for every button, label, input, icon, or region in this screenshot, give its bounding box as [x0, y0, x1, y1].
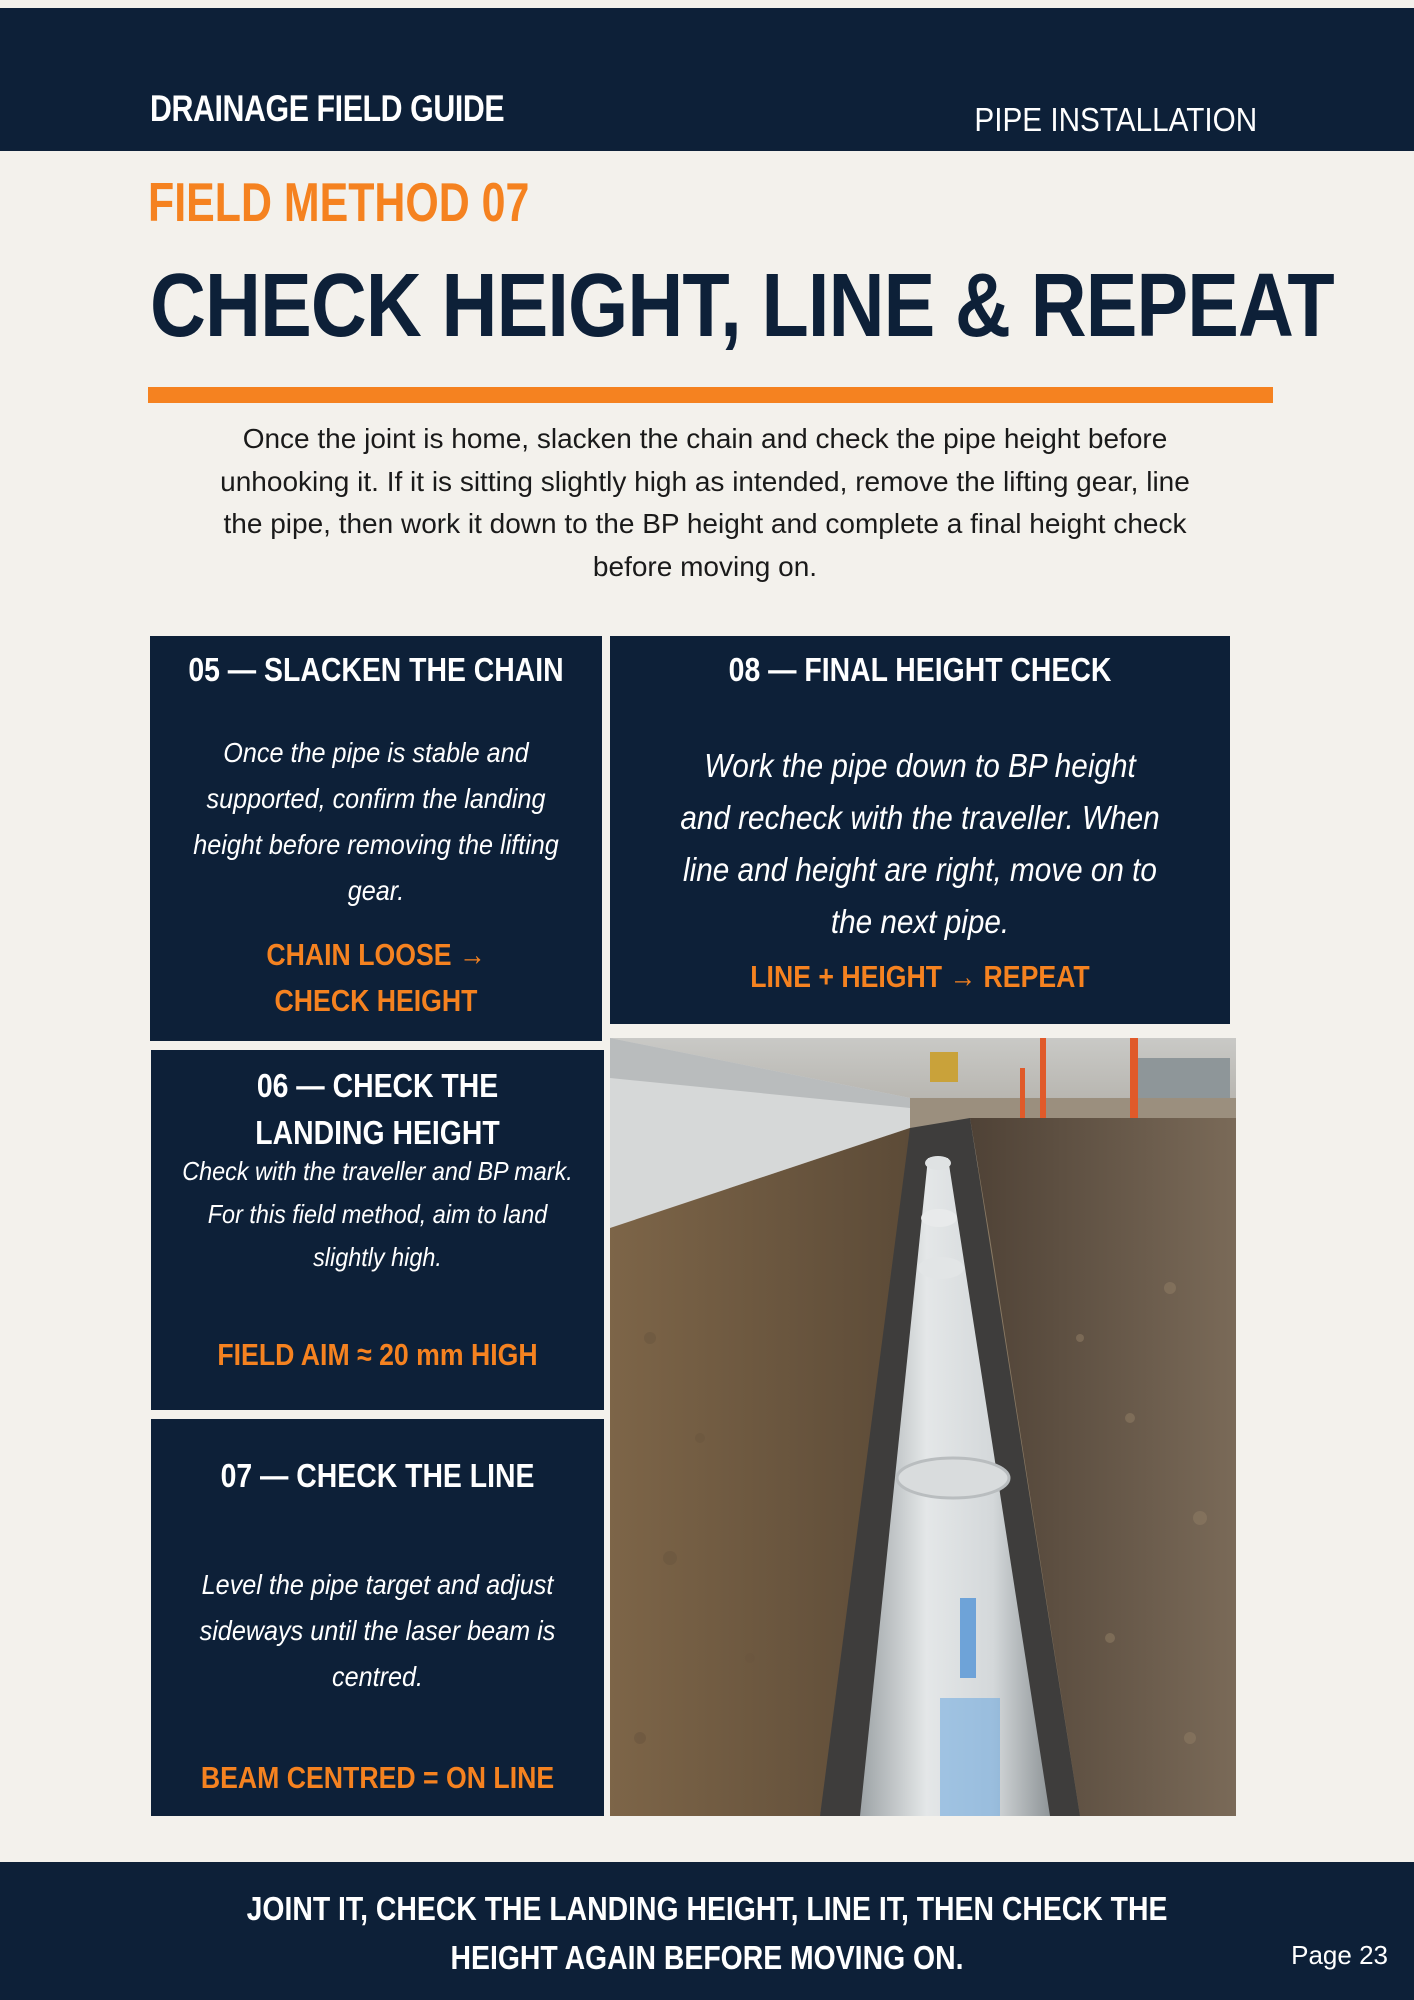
- step-card-07: [151, 1419, 604, 1816]
- step-body: Check with the traveller and BP mark. For this field method, aim to land slightly high.: [182, 1156, 573, 1272]
- footer-bar: [0, 1862, 1414, 2000]
- step-tag: FIELD AIM ≈ 20 mm HIGH: [217, 1337, 538, 1372]
- step-body: Once the pipe is stable and supported, confirm the landing height before removing the lifting gear.: [193, 737, 559, 906]
- step-card-05: [150, 636, 602, 1041]
- step-card-06: [151, 1050, 604, 1410]
- trench-pipe-illustration: [610, 1038, 1236, 1816]
- section-label: PIPE INSTALLATION: [974, 101, 1257, 138]
- step-title: 07 — CHECK THE LINE: [220, 1457, 535, 1494]
- step-tag: CHAIN LOOSE → CHECK HEIGHT: [266, 937, 486, 1018]
- step-body: Level the pipe target and adjust sideways until the laser beam is centred.: [199, 1569, 556, 1692]
- trench-pipe-photo: [610, 1038, 1236, 1816]
- method-number: FIELD METHOD 07: [148, 171, 530, 233]
- footer-summary: JOINT IT, CHECK THE LANDING HEIGHT, LINE IT, THEN CHECK THE HEIGHT AGAIN BEFORE MOVING ON.: [246, 1890, 1168, 1976]
- guide-title: DRAINAGE FIELD GUIDE: [150, 88, 505, 129]
- step-card-08: [610, 636, 1230, 1024]
- page-title: CHECK HEIGHT, LINE & REPEAT: [150, 256, 1334, 356]
- step-title: 06 — CHECK THE LANDING HEIGHT: [255, 1067, 500, 1151]
- step-title: 08 — FINAL HEIGHT CHECK: [728, 651, 1112, 688]
- step-tag: BEAM CENTRED = ON LINE: [200, 1760, 555, 1795]
- step-title: 05 — SLACKEN THE CHAIN: [188, 651, 564, 688]
- step-tag: LINE + HEIGHT → REPEAT: [750, 959, 1090, 994]
- page-number: Page 23: [1291, 1940, 1388, 1970]
- intro-paragraph: Once the joint is home, slacken the chain and check the pipe height before unhooking it. If it is sitting slightly high as intended, remove the lifting gear, line the pipe, then work it down to the BP height and complete a final height check before moving on.: [220, 423, 1190, 582]
- header-bar: [0, 8, 1414, 151]
- title-divider: [148, 387, 1273, 403]
- step-body: Work the pipe down to BP height and recheck with the traveller. When line and height are right, move on to the next pipe.: [680, 747, 1160, 940]
